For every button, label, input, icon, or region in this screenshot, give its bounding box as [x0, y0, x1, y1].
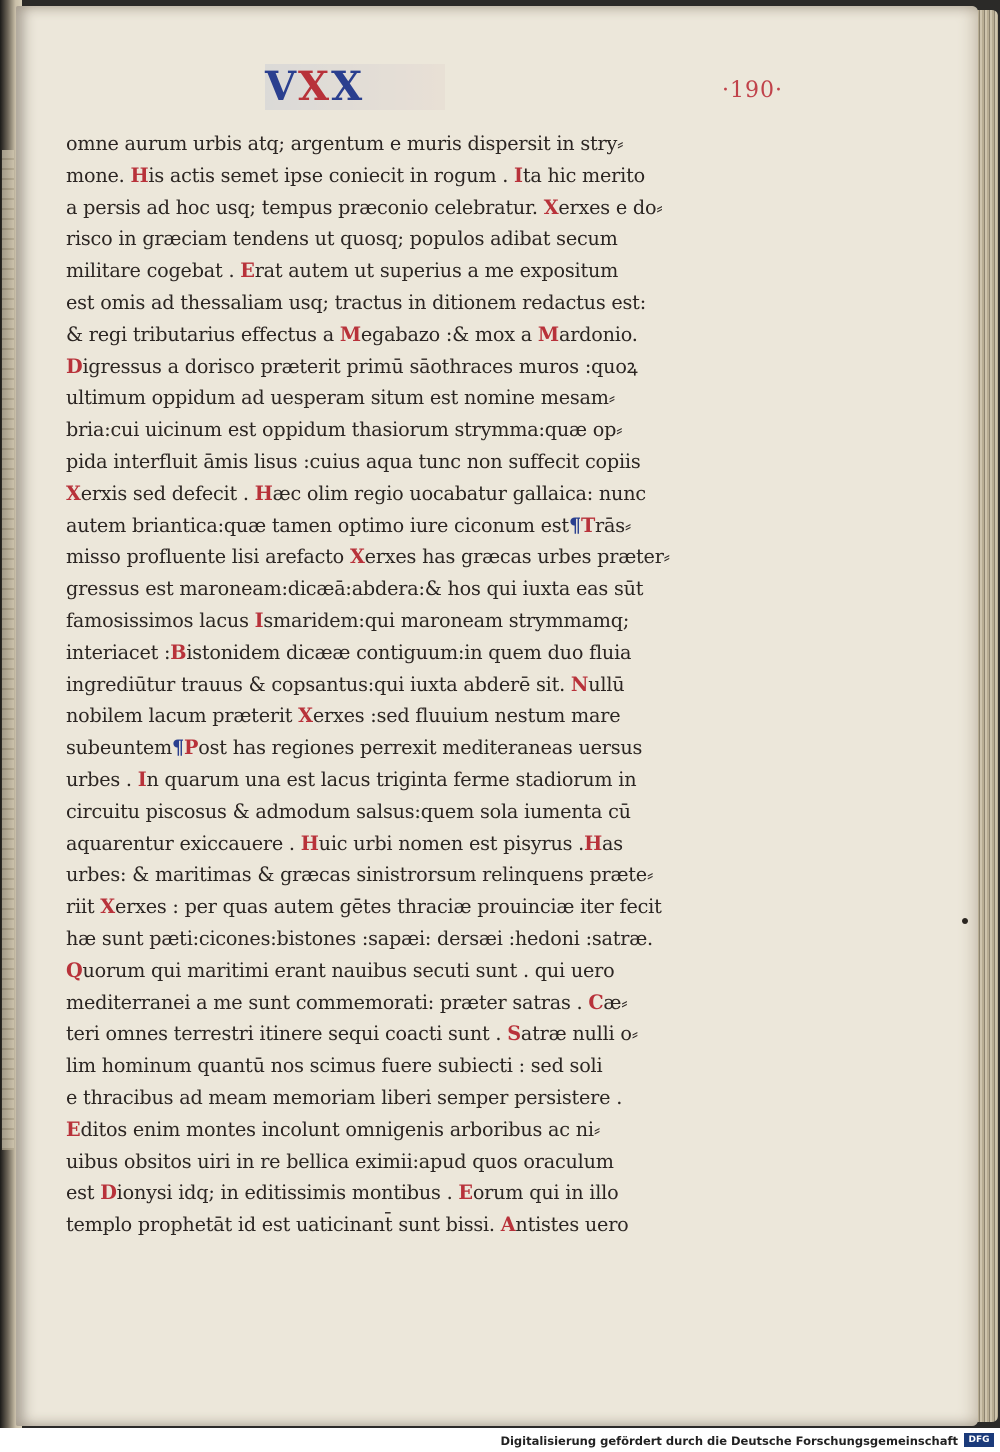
- text-segment: militare cogebat .: [66, 259, 241, 283]
- text-segment: urbes .: [66, 767, 138, 791]
- rubricated-initial: M: [537, 322, 559, 346]
- text-line: [66, 955, 626, 987]
- text-line: [66, 732, 643, 764]
- text-segment: rat autem ut superius a me expositum: [254, 259, 619, 283]
- rubricated-initial: X: [66, 481, 81, 505]
- paragraph-mark: ¶: [568, 513, 581, 537]
- text-segment: e thracibus ad meam memoriam liberi semper persistere .: [66, 1085, 623, 1109]
- text-line: [66, 414, 626, 446]
- text-line: [66, 573, 644, 605]
- text-line: [66, 478, 646, 510]
- text-line: [66, 605, 630, 637]
- text-segment: gressus est maroneam:dicæā:abdera:& hos qui iuxta eas sūt: [66, 577, 644, 601]
- text-line: [66, 1114, 626, 1146]
- text-line: [66, 128, 626, 160]
- text-segment: lim hominum quantū nos scimus fuere subiecti : sed soli: [66, 1054, 603, 1078]
- rubricated-initial: Q: [66, 958, 83, 982]
- rubricated-initial: X: [298, 704, 313, 728]
- text-line: [66, 541, 670, 573]
- text-segment: rās⸗: [595, 513, 632, 537]
- text-segment: uic urbi nomen est pisyrus .: [318, 831, 585, 855]
- text-line: [66, 382, 626, 414]
- paragraph-mark: ¶: [172, 736, 185, 760]
- text-line: [66, 160, 645, 192]
- rubricated-initial: H: [584, 831, 603, 855]
- text-segment: ionysi idq; in editissimis montibus .: [116, 1181, 459, 1205]
- rubricated-initial: E: [458, 1181, 473, 1205]
- text-line: [66, 510, 632, 542]
- text-segment: ingrediūtur trauus & copsantus:qui iuxta abderē sit.: [66, 672, 571, 696]
- text-segment: urbes: & maritimas & græcas sinistrorsum relinquens præte⸗: [66, 863, 654, 887]
- text-segment: erxis sed defecit .: [80, 481, 255, 505]
- text-segment: interiacet :: [66, 640, 171, 664]
- rubricated-initial: N: [570, 672, 589, 696]
- text-line: [66, 669, 626, 701]
- rubricated-initial: X: [100, 895, 115, 919]
- folio-number: ·190·: [722, 78, 783, 103]
- rubricated-initial: E: [66, 1117, 81, 1141]
- text-segment: hæ sunt pæti:cicones:bistones :sapæi: dersæi :hedoni :satræ.: [66, 926, 653, 950]
- text-segment: subeuntem: [66, 736, 173, 760]
- text-segment: pida interfluit āmis lisus :cuius aqua tunc non suffecit copiis: [66, 449, 641, 473]
- rubricated-initial: I: [514, 163, 523, 187]
- text-line: [66, 764, 637, 796]
- rubricated-initial: X: [543, 195, 559, 219]
- text-segment: misso profluente lisi arefacto: [66, 545, 350, 569]
- text-segment: circuitu piscosus & admodum salsus:quem sola iumenta cū: [66, 799, 631, 823]
- left-page-text-edge: [2, 150, 14, 1150]
- text-line: [66, 255, 626, 287]
- text-segment: smaridem:qui maroneam strymmamq;: [263, 608, 630, 632]
- rubricated-initial: P: [184, 736, 199, 760]
- rubricated-initial: D: [100, 1181, 117, 1205]
- rubricated-initial: A: [500, 1213, 516, 1237]
- rubricated-initial: X: [349, 545, 365, 569]
- text-segment: egabazo :& mox a: [360, 322, 538, 346]
- rubricated-initial: I: [254, 608, 264, 632]
- margin-mark: [962, 918, 968, 924]
- text-line: [66, 192, 663, 224]
- main-text-block: [66, 128, 670, 1241]
- rubricated-initial: H: [130, 163, 149, 187]
- text-segment: mediterranei a me sunt commemorati: præter satras .: [66, 990, 589, 1014]
- text-line: [66, 637, 632, 669]
- text-segment: as: [602, 831, 623, 855]
- text-line: [66, 987, 626, 1019]
- running-heading: [265, 64, 445, 110]
- text-segment: ditos enim montes incolunt omnigenis arboribus ac ni⸗: [80, 1117, 601, 1141]
- text-segment: aquarentur exiccauere .: [66, 831, 301, 855]
- text-segment: erxes e do⸗: [558, 195, 663, 219]
- text-segment: riit: [66, 895, 101, 919]
- text-segment: autem briantica:quæ tamen optimo iure ciconum est: [66, 513, 569, 537]
- text-line: [66, 1209, 629, 1241]
- text-segment: orum qui in illo: [472, 1181, 619, 1205]
- rubricated-initial: H: [254, 481, 273, 505]
- heading-letter-x-blue: X: [331, 63, 365, 110]
- text-segment: est: [66, 1181, 101, 1205]
- text-segment: erxes :sed fluuium nestum mare: [312, 704, 621, 728]
- dfg-logo: DFG: [964, 1433, 994, 1447]
- text-segment: & regi tributarius effectus a: [66, 322, 340, 346]
- text-line: [66, 1177, 626, 1209]
- text-segment: famosissimos lacus: [66, 608, 255, 632]
- text-segment: ntistes uero: [515, 1213, 629, 1237]
- text-line: [66, 287, 646, 319]
- rubricated-initial: B: [170, 640, 187, 664]
- text-segment: ta hic merito: [522, 163, 645, 187]
- text-line: [66, 859, 654, 891]
- footer-credit: Digitalisierung gefördert durch die Deutsche Forschungsgemeinschaft: [500, 1434, 958, 1448]
- text-segment: est omis ad thessaliam usq; tractus in ditionem redactus est:: [66, 290, 646, 314]
- text-line: [66, 1082, 626, 1114]
- text-line: [66, 700, 626, 732]
- text-segment: risco in græciam tendens ut quosq; populos adibat secum: [66, 227, 618, 251]
- text-segment: n quarum una est lacus triginta ferme stadiorum in: [146, 767, 637, 791]
- text-segment: uorum qui maritimi erant nauibus secuti sunt . qui uero: [82, 958, 615, 982]
- text-line: [66, 1146, 626, 1178]
- text-segment: ullū: [588, 672, 625, 696]
- text-segment: ultimum oppidum ad uesperam situm est nomine mesam⸗: [66, 386, 615, 410]
- text-line: [66, 1018, 638, 1050]
- text-line: [66, 796, 631, 828]
- text-segment: mone.: [66, 163, 131, 187]
- text-segment: bria:cui uicinum est oppidum thasiorum strymma:quæ op⸗: [66, 418, 623, 442]
- text-segment: ost has regiones perrexit mediteraneas uersus: [198, 736, 643, 760]
- text-segment: teri omnes terrestri itinere sequi coacti sunt .: [66, 1022, 508, 1046]
- heading-letter-x-red: X: [298, 63, 332, 110]
- text-segment: erxes has græcas urbes præter⸗: [364, 545, 670, 569]
- rubricated-initial: S: [507, 1022, 521, 1046]
- text-line: [66, 891, 662, 923]
- rubricated-initial: C: [588, 990, 604, 1014]
- heading-letter-v: V: [265, 63, 299, 110]
- text-line: [66, 1050, 626, 1082]
- rubricated-initial: M: [339, 322, 361, 346]
- text-line: [66, 446, 641, 478]
- text-segment: erxes : per quas autem gētes thraciæ prouinciæ iter fecit: [114, 895, 662, 919]
- text-segment: æ⸗: [603, 990, 628, 1014]
- text-segment: atræ nulli o⸗: [520, 1022, 638, 1046]
- text-segment: templo prophetāt id est uaticinant̄ sunt bissi.: [66, 1213, 501, 1237]
- text-segment: igressus a dorisco præterit primū sāothraces muros :quoꝝ: [82, 354, 638, 378]
- rubricated-initial: T: [580, 513, 596, 537]
- rubricated-initial: D: [66, 354, 83, 378]
- rubricated-initial: E: [240, 259, 255, 283]
- text-segment: uibus obsitos uiri in re bellica eximii:apud quos oraculum: [66, 1149, 614, 1173]
- text-segment: æc olim regio uocabatur gallaica: nunc: [272, 481, 646, 505]
- text-segment: a persis ad hoc usq; tempus præconio celebratur.: [66, 195, 544, 219]
- text-line: [66, 223, 626, 255]
- text-line: [66, 923, 653, 955]
- text-segment: nobilem lacum præterit: [66, 704, 299, 728]
- text-line: [66, 828, 626, 860]
- text-segment: is actis semet ipse coniecit in rogum .: [148, 163, 515, 187]
- text-segment: omne aurum urbis atq; argentum e muris dispersit in stry⸗: [66, 132, 624, 155]
- text-line: [66, 351, 638, 383]
- rubricated-initial: I: [137, 767, 147, 791]
- rubricated-initial: H: [300, 831, 319, 855]
- text-segment: ardonio.: [558, 322, 638, 346]
- text-segment: istonidem dicææ contiguum:in quem duo fluia: [186, 640, 632, 664]
- text-line: [66, 319, 638, 351]
